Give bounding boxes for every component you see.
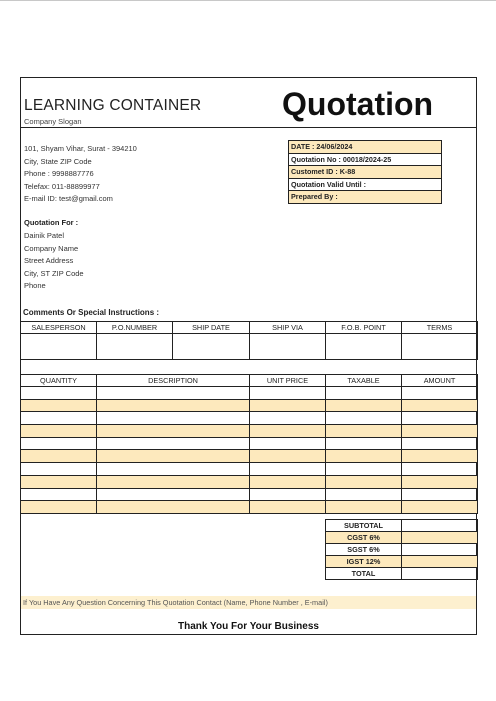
table-row (21, 437, 478, 450)
address-telefax: Telefax: 011-88899977 (24, 181, 100, 191)
order-header-cell: P.O.NUMBER (97, 322, 173, 334)
subtotal-value[interactable] (402, 520, 478, 532)
order-details-table (20, 321, 478, 360)
igst-value[interactable] (402, 556, 478, 568)
item-cell[interactable] (97, 488, 250, 501)
customer-phone: Phone (24, 281, 46, 290)
item-cell[interactable] (402, 488, 478, 501)
contact-note: If You Have Any Question Concerning This Quotation Contact (Name, Phone Number , E-mail) (21, 596, 476, 609)
item-cell[interactable] (21, 425, 97, 438)
totals-row (326, 568, 478, 580)
meta-prepared-by: Prepared By : (289, 191, 441, 204)
cgst-label: CGST 6% (326, 532, 402, 544)
sgst-value[interactable] (402, 544, 478, 556)
meta-date: DATE : 24/06/2024 (289, 141, 441, 154)
item-cell[interactable] (97, 425, 250, 438)
table-row (21, 399, 478, 412)
item-cell[interactable] (21, 387, 97, 400)
item-cell[interactable] (326, 501, 402, 514)
customer-city: City, ST ZIP Code (24, 268, 84, 278)
company-name: LEARNING CONTAINER (24, 97, 202, 114)
totals-row (326, 520, 478, 532)
totals-row (326, 532, 478, 544)
item-cell[interactable] (250, 475, 326, 488)
customer-street: Street Address (24, 256, 74, 265)
order-header-cell: SALESPERSON (21, 322, 97, 334)
quotation-sheet (20, 77, 477, 635)
quotation-for-block (24, 230, 84, 293)
sgst-label: SGST 6% (326, 544, 402, 556)
item-cell[interactable] (402, 463, 478, 476)
order-header-cell: F.O.B. POINT (326, 322, 402, 334)
table-row (21, 475, 478, 488)
item-cell[interactable] (402, 399, 478, 412)
table-row (21, 463, 478, 476)
meta-valid-until: Quotation Valid Until : (289, 179, 441, 192)
meta-quotation-no: Quotation No : 00018/2024-25 (289, 154, 441, 167)
item-header-cell: QUANTITY (21, 375, 97, 387)
order-header-cell: TERMS (402, 322, 478, 334)
customer-name: Dainik Patel (24, 231, 65, 240)
total-label: TOTAL (326, 568, 402, 580)
header-divider (21, 127, 476, 128)
item-cell[interactable] (250, 399, 326, 412)
line-items-table (20, 374, 478, 514)
item-cell[interactable] (21, 450, 97, 463)
item-cell[interactable] (250, 425, 326, 438)
item-cell[interactable] (250, 463, 326, 476)
address-line2: City, State ZIP Code (24, 156, 92, 166)
item-cell[interactable] (402, 437, 478, 450)
item-cell[interactable] (97, 475, 250, 488)
item-cell[interactable] (21, 475, 97, 488)
item-cell[interactable] (402, 501, 478, 514)
item-cell[interactable] (97, 399, 250, 412)
item-cell[interactable] (97, 412, 250, 425)
item-cell[interactable] (21, 463, 97, 476)
totals-row (326, 556, 478, 568)
table-row (21, 488, 478, 501)
order-details-row (21, 334, 478, 360)
item-cell[interactable] (97, 437, 250, 450)
item-cell[interactable] (326, 488, 402, 501)
page-top-rule (0, 0, 496, 1)
table-row (21, 412, 478, 425)
order-cell[interactable] (97, 334, 173, 360)
company-address (24, 143, 137, 206)
address-line1: 101, Shyam Vihar, Surat - 394210 (24, 144, 137, 153)
item-cell[interactable] (250, 488, 326, 501)
table-row (21, 450, 478, 463)
item-cell[interactable] (21, 501, 97, 514)
item-cell[interactable] (250, 387, 326, 400)
meta-customer-id: Customet ID : K-88 (289, 166, 441, 179)
table-row (21, 501, 478, 514)
item-header-cell: TAXABLE (326, 375, 402, 387)
order-cell[interactable] (173, 334, 250, 360)
item-header-cell: DESCRIPTION (97, 375, 250, 387)
item-cell[interactable] (250, 450, 326, 463)
totals-table (325, 519, 478, 580)
total-value[interactable] (402, 568, 478, 580)
customer-company: Company Name (24, 243, 79, 253)
totals-row (326, 544, 478, 556)
item-cell[interactable] (326, 387, 402, 400)
item-cell[interactable] (402, 425, 478, 438)
item-cell[interactable] (402, 412, 478, 425)
item-cell[interactable] (402, 450, 478, 463)
item-cell[interactable] (21, 412, 97, 425)
order-cell[interactable] (21, 334, 97, 360)
document-title: Quotation (282, 86, 434, 122)
item-cell[interactable] (326, 425, 402, 438)
company-slogan: Company Slogan (24, 117, 82, 126)
item-cell[interactable] (326, 437, 402, 450)
quotation-for-heading: Quotation For : (24, 218, 79, 227)
item-cell[interactable] (21, 437, 97, 450)
item-cell[interactable] (97, 387, 250, 400)
item-cell[interactable] (402, 387, 478, 400)
order-header-cell: SHIP VIA (250, 322, 326, 334)
address-phone: Phone : 9998887776 (24, 169, 94, 178)
quotation-meta-box (288, 140, 442, 204)
item-cell[interactable] (326, 463, 402, 476)
subtotal-label: SUBTOTAL (326, 520, 402, 532)
item-header-cell: AMOUNT (402, 375, 478, 387)
order-cell[interactable] (402, 334, 478, 360)
table-row (21, 425, 478, 438)
item-header-cell: UNIT PRICE (250, 375, 326, 387)
item-cell[interactable] (326, 475, 402, 488)
item-cell[interactable] (250, 412, 326, 425)
igst-label: IGST 12% (326, 556, 402, 568)
item-cell[interactable] (250, 437, 326, 450)
comments-heading: Comments Or Special Instructions : (23, 308, 160, 317)
thank-you-message: Thank You For Your Business (178, 621, 319, 632)
table-row (21, 387, 478, 400)
item-cell[interactable] (97, 463, 250, 476)
order-cell[interactable] (250, 334, 326, 360)
item-cell[interactable] (326, 412, 402, 425)
item-cell[interactable] (250, 501, 326, 514)
address-email: E-mail ID: test@gmail.com (24, 194, 113, 203)
cgst-value[interactable] (402, 532, 478, 544)
item-cell[interactable] (21, 399, 97, 412)
item-cell[interactable] (326, 399, 402, 412)
item-cell[interactable] (97, 501, 250, 514)
order-header-cell: SHIP DATE (173, 322, 250, 334)
item-cell[interactable] (97, 450, 250, 463)
item-cell[interactable] (21, 488, 97, 501)
item-cell[interactable] (402, 475, 478, 488)
order-cell[interactable] (326, 334, 402, 360)
item-cell[interactable] (326, 450, 402, 463)
